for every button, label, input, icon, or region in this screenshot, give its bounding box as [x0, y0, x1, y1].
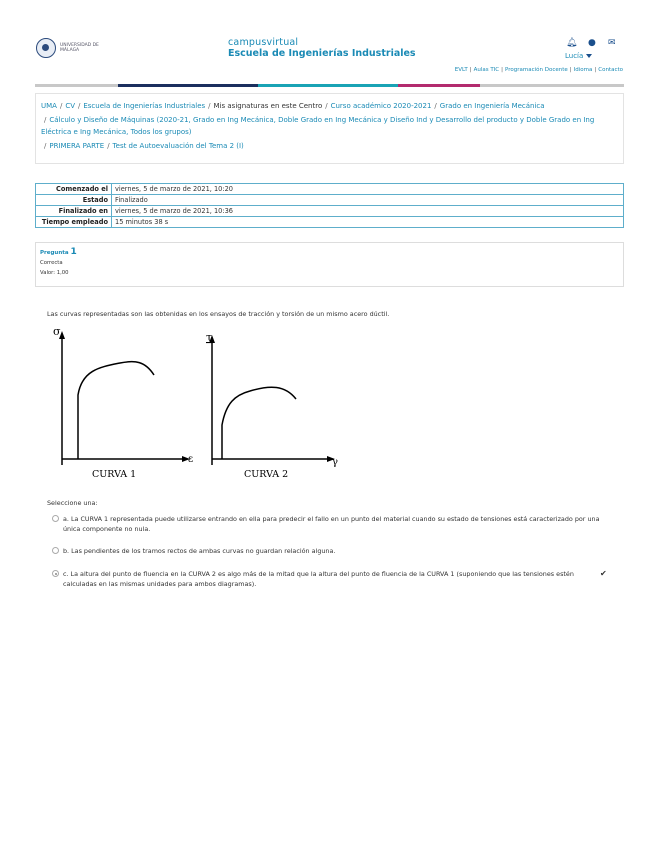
link-programacion-docente[interactable]: Programación Docente [505, 67, 568, 73]
breadcrumb-curso[interactable]: Curso académico 2020-2021 [330, 102, 432, 110]
user-menu[interactable] [565, 52, 592, 60]
table-row [36, 195, 624, 206]
summary-key: Estado [36, 195, 112, 206]
table-row [36, 206, 624, 217]
breadcrumb-row-3: / PRIMERA PARTE / Test de Autoevaluación del Tema 2 (I) [44, 142, 244, 150]
summary-value: 15 minutos 38 s [112, 217, 624, 228]
answer-text [63, 546, 603, 556]
answer-body: Las pendientes de los tramos rectos de ambas curvas no guardan relación alguna. [71, 547, 336, 555]
table-row [36, 184, 624, 195]
breadcrumb-row-1: UMA / CV / Escuela de Ingenierías Industriales / Mis asignaturas en este Centro / Curso académico 2020-2021 / Grado en Ingeniería Mecánica [41, 102, 545, 110]
link-idioma[interactable]: Idioma [573, 67, 593, 73]
breadcrumb-cv[interactable]: CV [65, 102, 75, 110]
summary-key: Finalizado en [36, 206, 112, 217]
breadcrumb [35, 93, 624, 164]
breadcrumb-mis-asignaturas: Mis asignaturas en este Centro [213, 102, 323, 110]
color-bar-segment [35, 84, 118, 87]
answer-prompt: Seleccione una: [47, 499, 98, 507]
answer-prefix: a. [63, 515, 69, 523]
color-bar-segment [398, 84, 480, 87]
breadcrumb-escuela[interactable]: Escuela de Ingenierías Industriales [83, 102, 206, 110]
site-title-line1: campusvirtual [228, 37, 299, 48]
question-number: 1 [70, 247, 77, 257]
summary-value: viernes, 5 de marzo de 2021, 10:20 [112, 184, 624, 195]
question-title [40, 247, 619, 257]
breadcrumb-asignatura[interactable]: Cálculo y Diseño de Máquinas (2020-21, Grado en Ing Mecánica, Doble Grado en Ing Mecánica y Diseño Ind y Desarrollo del producto y Doble Grado en Ing Eléctrica e Ing Mecánica, Todos los grupos) [41, 116, 595, 136]
summary-key: Comenzado el [36, 184, 112, 195]
answer-radio-selected[interactable] [52, 570, 59, 577]
summary-key: Tiempo empleado [36, 217, 112, 228]
site-title[interactable] [228, 37, 416, 59]
attempt-summary-table [35, 183, 624, 228]
link-aulas-tic[interactable]: Aulas TIC [473, 67, 500, 73]
answer-radio[interactable] [52, 515, 59, 522]
summary-value: Finalizado [112, 195, 624, 206]
answer-radio[interactable] [52, 547, 59, 554]
curve2-y-label: τ [206, 331, 213, 344]
color-bar-segment [480, 84, 624, 87]
table-row [36, 217, 624, 228]
user-icons [564, 38, 624, 50]
summary-value: viernes, 5 de marzo de 2021, 10:36 [112, 206, 624, 217]
bell-icon[interactable]: 🔔︎ [566, 38, 578, 48]
link-evlt[interactable]: EVLT [454, 67, 468, 73]
stress-strain-figure [40, 325, 350, 485]
question-text: Las curvas representadas son las obtenidas en los ensayos de tracción y torsión de un mismo acero dúctil. [47, 310, 390, 318]
top-links: EVLT | Aulas TIC | Programación Docente | Idioma | Contacto [454, 67, 623, 73]
chevron-down-icon [586, 54, 592, 58]
curve1-label: CURVA 1 [92, 469, 137, 480]
question-label: Pregunta [40, 250, 69, 256]
curve1-y-label: σ [53, 325, 61, 338]
site-title-line2: Escuela de Ingenierías Industriales [228, 48, 416, 59]
curve2-label: CURVA 2 [244, 469, 289, 480]
breadcrumb-row-2: / Cálculo y Diseño de Máquinas (2020-21, Grado en Ing Mecánica, Doble Grado en Ing Mecánica y Diseño Ind y Desarrollo del producto y Doble Grado en Ing Eléctrica e Ing Mecánica, Todos los grupos) [41, 116, 595, 136]
answer-option-a[interactable] [52, 514, 612, 534]
site-header [0, 0, 655, 85]
breadcrumb-test[interactable]: Test de Autoevaluación del Tema 2 (I) [112, 142, 244, 150]
answer-text [63, 514, 603, 534]
answer-text [63, 569, 593, 589]
chat-icon[interactable]: ● [588, 38, 596, 48]
mail-icon[interactable]: ✉ [608, 38, 616, 48]
answer-option-c[interactable] [52, 569, 612, 589]
color-bar [35, 84, 624, 87]
breadcrumb-uma[interactable]: UMA [41, 102, 57, 110]
question-state: Correcta [40, 260, 63, 266]
color-bar-segment [118, 84, 258, 87]
question-mark: Valor: 1,00 [40, 270, 69, 276]
color-bar-segment [258, 84, 398, 87]
answer-body: La altura del punto de fluencia en la CURVA 2 es algo más de la mitad que la altura del punto de fluencia de la CURVA 1 (suponiendo que las tensiones estén calculadas en las mismas unidades para ambos diagramas). [63, 570, 574, 588]
answer-prefix: b. [63, 547, 70, 555]
university-logo[interactable] [36, 38, 100, 58]
user-name: Lucía [565, 52, 584, 60]
answer-prefix: c. [63, 570, 69, 578]
breadcrumb-grado[interactable]: Grado en Ingeniería Mecánica [439, 102, 545, 110]
answer-option-b[interactable] [52, 546, 612, 556]
curve2-line [222, 387, 296, 459]
logo-text: UNIVERSIDAD DE MÁLAGA [60, 43, 99, 53]
curve1-line [78, 362, 154, 459]
check-icon: ✔ [600, 569, 607, 578]
university-seal-icon [36, 38, 56, 58]
answer-body: La CURVA 1 representada puede utilizarse entrando en ella para predecir el fallo en un punto del material cuando su estado de tensiones está caracterizado por una única componente no nula. [63, 515, 600, 533]
curve2-x-label: γ [332, 457, 338, 468]
curve1-x-label: ε [188, 454, 194, 465]
breadcrumb-primera-parte[interactable]: PRIMERA PARTE [49, 142, 105, 150]
link-contacto[interactable]: Contacto [598, 67, 623, 73]
question-info [35, 242, 624, 287]
